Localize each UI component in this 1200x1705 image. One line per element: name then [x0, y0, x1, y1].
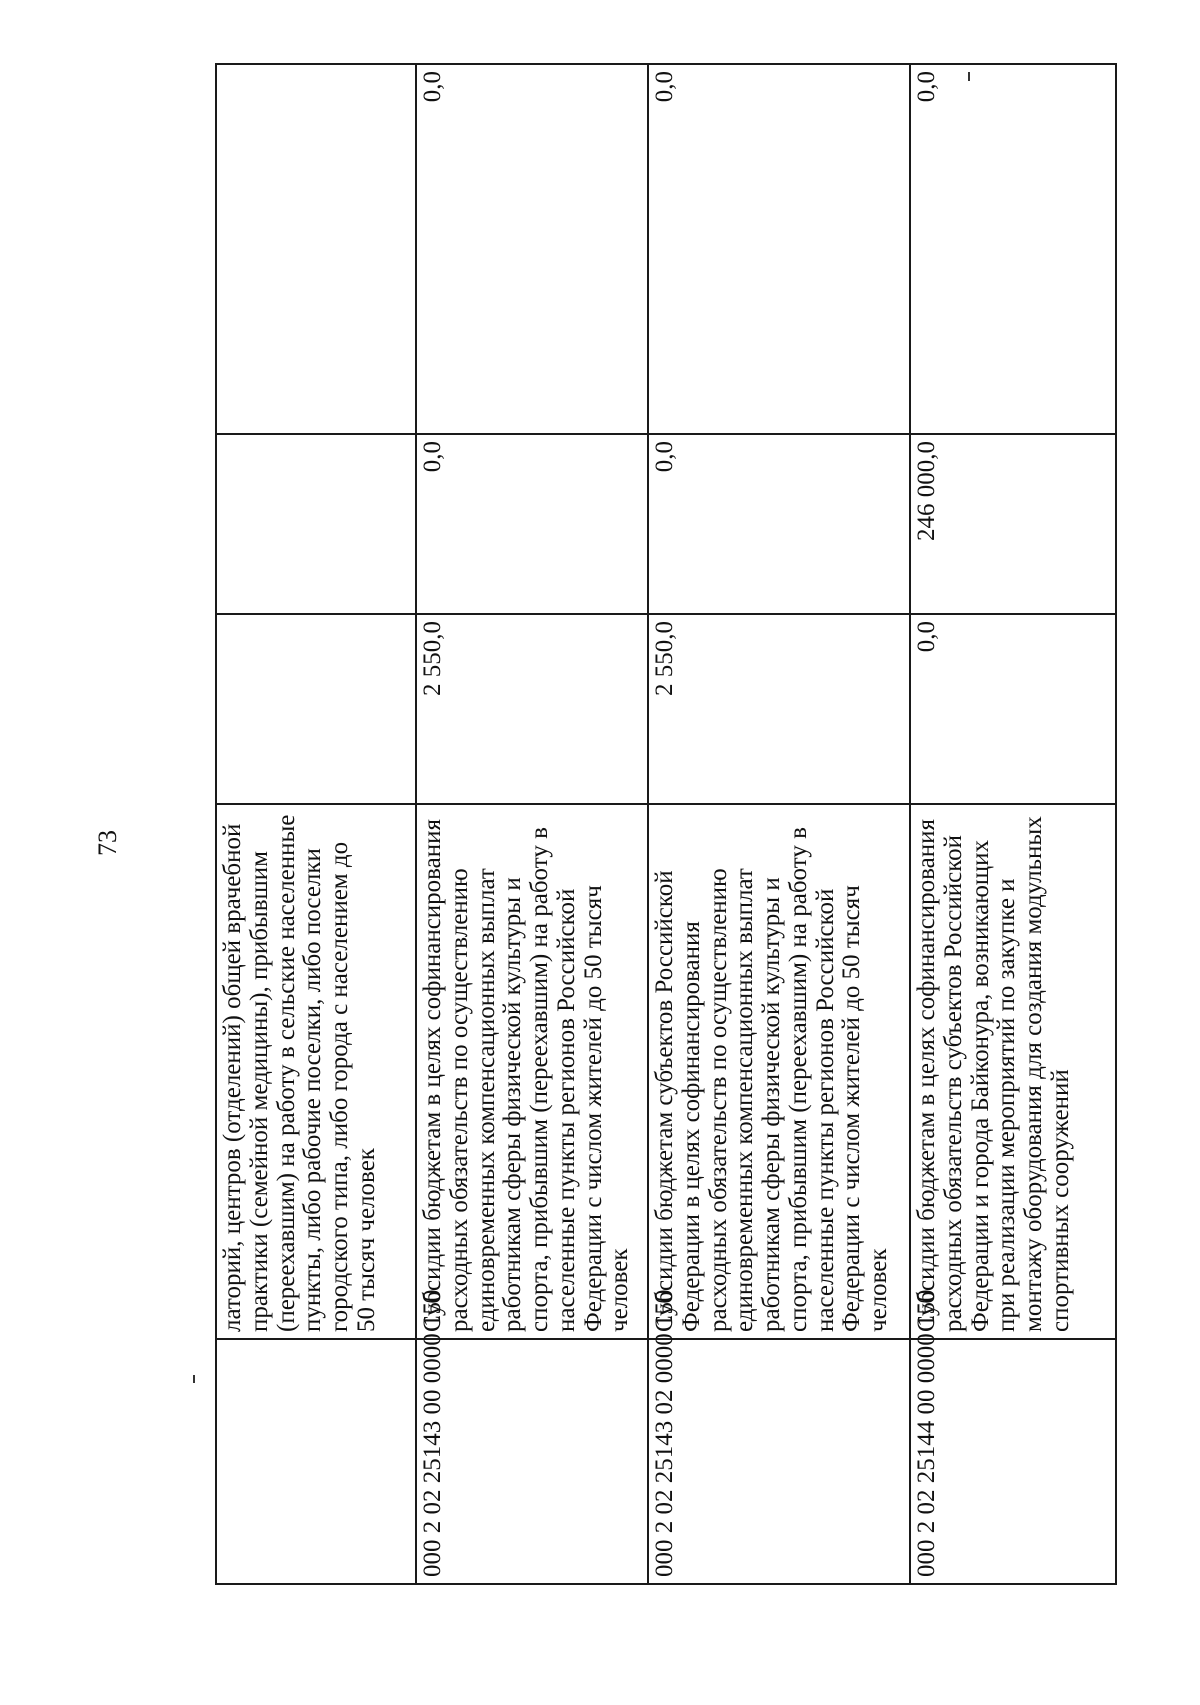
- value-cell-2: 0,0: [416, 434, 648, 614]
- budget-code-cell: [216, 1339, 416, 1584]
- value-cell-2: 246 000,0: [910, 434, 1116, 614]
- budget-code-cell: 000 2 02 25144 00 0000 150: [910, 1339, 1116, 1584]
- table-row: [910, 64, 1116, 1584]
- budget-code-cell: 000 2 02 25143 00 0000 150: [416, 1339, 648, 1584]
- table-row: [216, 64, 416, 1584]
- description-cell: Субсидии бюджетам в целях софинансирования расходных обязательств по осуществлению единовременных компенсационных выплат работникам сферы физической культуры и спорта, прибывшим (переехавшим) на работу в населенные пункты регионов Российской Федерации с числом жителей до 50 тысяч человек: [416, 804, 648, 1339]
- value-cell-3: 0,0: [910, 64, 1116, 434]
- budget-table-rotated: [215, 65, 1115, 1585]
- value-cell-1: 2 550,0: [416, 614, 648, 804]
- description-cell: Субсидии бюджетам в целях софинансирования расходных обязательств субъектов Российской Федерации и города Байконура, возникающих при реализации мероприятий по закупке и монтажу оборудования для создания модульных спортивных сооружений: [910, 804, 1116, 1339]
- table-row: [648, 64, 910, 1584]
- value-cell-1: [216, 614, 416, 804]
- value-cell-3: 0,0: [648, 64, 910, 434]
- value-cell-3: [216, 64, 416, 434]
- budget-code-cell: 000 2 02 25143 02 0000 150: [648, 1339, 910, 1584]
- page-number: 73: [93, 830, 122, 856]
- value-cell-1: 0,0: [910, 614, 1116, 804]
- scan-speck: [193, 1375, 195, 1383]
- description-cell: Субсидии бюджетам субъектов Российской Федерации в целях софинансирования расходных обязательств по осуществлению единовременных компенсационных выплат работникам сферы физической культуры и спорта, прибывшим (переехавшим) на работу в населенные пункты регионов Российской Федерации с числом жителей до 50 тысяч человек: [648, 804, 910, 1339]
- budget-table: [215, 63, 1117, 1585]
- table-row: [416, 64, 648, 1584]
- value-cell-1: 2 550,0: [648, 614, 910, 804]
- value-cell-2: 0,0: [648, 434, 910, 614]
- description-cell: латорий, центров (отделений) общей врачебной практики (семейной медицины), прибывшим (переехавшим) на работу в сельские населенные пункты, либо рабочие поселки, либо поселки городского типа, либо города с населением до 50 тысяч человек: [216, 804, 416, 1339]
- value-cell-2: [216, 434, 416, 614]
- value-cell-3: 0,0: [416, 64, 648, 434]
